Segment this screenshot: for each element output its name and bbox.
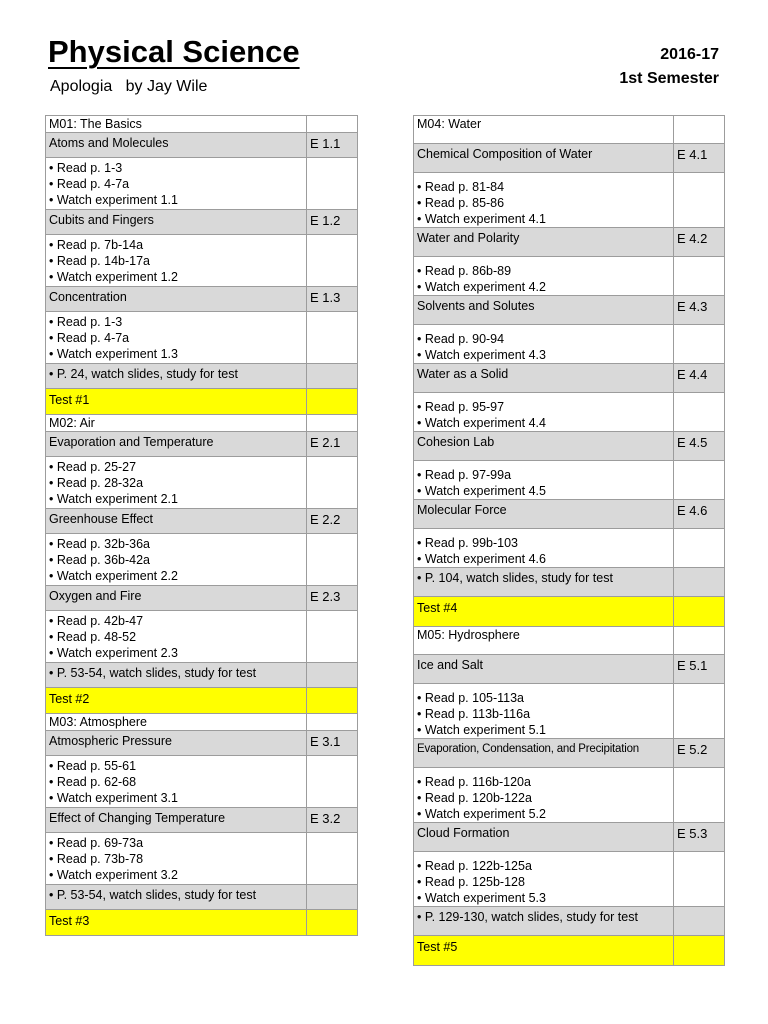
review-text: • P. 24, watch slides, study for test (49, 366, 303, 382)
schedule-row-tasks (414, 852, 725, 907)
task-list (46, 611, 307, 663)
schedule-row-tasks (414, 173, 725, 228)
schedule-row-tasks (414, 325, 725, 364)
task-list (46, 534, 307, 586)
topic-title: Cloud Formation (414, 823, 674, 852)
task-code-cell (307, 833, 358, 885)
topic-title: Effect of Changing Temperature (46, 808, 307, 833)
task-item: • Watch experiment 1.2 (49, 269, 303, 285)
schedule-row-test (414, 597, 725, 627)
review-task (414, 907, 674, 936)
schedule-row-module (414, 627, 725, 655)
review-code-cell (307, 885, 358, 910)
test-code-cell (307, 688, 358, 714)
topic-title: Evaporation and Temperature (46, 432, 307, 457)
schedule-row-tasks (46, 756, 358, 808)
task-code-cell (674, 173, 725, 228)
schedule-row-tasks (414, 768, 725, 823)
task-list (414, 529, 674, 568)
task-item: • Watch experiment 2.3 (49, 645, 303, 661)
task-code-cell (307, 457, 358, 509)
task-item: • Watch experiment 4.1 (417, 211, 670, 227)
task-list (414, 257, 674, 296)
schedule-row-tasks (46, 457, 358, 509)
task-item: • Watch experiment 4.2 (417, 279, 670, 295)
schedule-row-module (46, 116, 358, 133)
schedule-row-topic (414, 228, 725, 257)
task-code-cell (674, 325, 725, 364)
schedule-row-review (414, 907, 725, 936)
task-item: • Watch experiment 4.5 (417, 483, 670, 499)
task-code-cell (307, 158, 358, 210)
schedule-row-topic (414, 144, 725, 173)
schedule-row-module (46, 714, 358, 731)
task-item: • Read p. 32b-36a (49, 536, 303, 552)
module-code-cell (307, 714, 358, 731)
test-title: Test #4 (414, 597, 674, 627)
schedule-row-tasks (46, 534, 358, 586)
task-item: • Watch experiment 5.3 (417, 890, 670, 906)
schedule-row-topic (46, 210, 358, 235)
task-item: • Read p. 4-7a (49, 176, 303, 192)
task-item: • Watch experiment 5.1 (417, 722, 670, 738)
experiment-code: E 5.1 (674, 655, 725, 684)
schedule-row-topic (46, 808, 358, 833)
module-code-cell (674, 116, 725, 144)
review-text: • P. 129-130, watch slides, study for test (417, 909, 670, 925)
topic-title: Ice and Salt (414, 655, 674, 684)
task-item: • Read p. 48-52 (49, 629, 303, 645)
schedule-row-review (46, 364, 358, 389)
topic-title: Evaporation, Condensation, and Precipitation (414, 739, 674, 768)
module-code-cell (674, 627, 725, 655)
review-text: • P. 53-54, watch slides, study for test (49, 665, 303, 681)
review-text: • P. 104, watch slides, study for test (417, 570, 670, 586)
schedule-row-module (46, 415, 358, 432)
task-item: • Read p. 73b-78 (49, 851, 303, 867)
experiment-code: E 2.3 (307, 586, 358, 611)
module-title: M02: Air (46, 415, 307, 432)
task-item: • Read p. 99b-103 (417, 535, 670, 551)
task-item: • Read p. 125b-128 (417, 874, 670, 890)
task-item: • Read p. 1-3 (49, 314, 303, 330)
task-item: • Read p. 122b-125a (417, 858, 670, 874)
topic-title: Molecular Force (414, 500, 674, 529)
topic-title: Concentration (46, 287, 307, 312)
page-subtitle: Apologia by Jay Wile (50, 78, 208, 95)
review-task (46, 364, 307, 389)
test-title: Test #1 (46, 389, 307, 415)
task-item: • Read p. 42b-47 (49, 613, 303, 629)
task-item: • Read p. 28-32a (49, 475, 303, 491)
review-code-cell (674, 907, 725, 936)
task-code-cell (674, 461, 725, 500)
schedule-row-test (46, 389, 358, 415)
schedule-row-tasks (414, 684, 725, 739)
schedule-row-topic (414, 739, 725, 768)
task-item: • Read p. 36b-42a (49, 552, 303, 568)
schedule-row-topic (46, 287, 358, 312)
task-list (46, 312, 307, 364)
task-item: • Read p. 116b-120a (417, 774, 670, 790)
experiment-code: E 4.3 (674, 296, 725, 325)
task-code-cell (307, 611, 358, 663)
task-list (46, 833, 307, 885)
task-code-cell (307, 534, 358, 586)
schedule-row-review (414, 568, 725, 597)
task-list (414, 173, 674, 228)
task-code-cell (307, 756, 358, 808)
topic-title: Cubits and Fingers (46, 210, 307, 235)
schedule-row-review (46, 663, 358, 688)
module-code-cell (307, 415, 358, 432)
task-item: • Read p. 95-97 (417, 399, 670, 415)
module-code-cell (307, 116, 358, 133)
task-code-cell (674, 852, 725, 907)
schedule-row-tasks (46, 611, 358, 663)
topic-title: Water as a Solid (414, 364, 674, 393)
schedule-row-test (46, 688, 358, 714)
review-task (46, 663, 307, 688)
schedule-row-topic (46, 731, 358, 756)
task-code-cell (674, 529, 725, 568)
schedule-row-topic (46, 432, 358, 457)
review-task (414, 568, 674, 597)
task-code-cell (674, 257, 725, 296)
test-code-cell (307, 389, 358, 415)
test-code-cell (674, 597, 725, 627)
experiment-code: E 1.2 (307, 210, 358, 235)
task-list (46, 457, 307, 509)
experiment-code: E 3.2 (307, 808, 358, 833)
schedule-row-topic (414, 500, 725, 529)
schedule-row-tasks (46, 833, 358, 885)
schedule-row-tasks (414, 529, 725, 568)
page-title: Physical Science (48, 34, 300, 69)
task-item: • Watch experiment 4.4 (417, 415, 670, 431)
schedule-row-topic (414, 823, 725, 852)
topic-title: Atoms and Molecules (46, 133, 307, 158)
experiment-code: E 4.1 (674, 144, 725, 173)
schedule-row-topic (46, 586, 358, 611)
topic-title: Chemical Composition of Water (414, 144, 674, 173)
task-item: • Read p. 55-61 (49, 758, 303, 774)
task-item: • Read p. 120b-122a (417, 790, 670, 806)
task-item: • Read p. 90-94 (417, 331, 670, 347)
task-code-cell (307, 312, 358, 364)
module-title: M04: Water (414, 116, 674, 144)
task-item: • Read p. 25-27 (49, 459, 303, 475)
task-list (414, 461, 674, 500)
schedule-row-review (46, 885, 358, 910)
task-item: • Watch experiment 1.3 (49, 346, 303, 362)
schedule-row-tasks (414, 257, 725, 296)
task-item: • Watch experiment 3.1 (49, 790, 303, 806)
school-year: 2016-17 (660, 46, 719, 63)
module-title: M05: Hydrosphere (414, 627, 674, 655)
experiment-code: E 4.2 (674, 228, 725, 257)
task-code-cell (307, 235, 358, 287)
schedule-row-topic (46, 509, 358, 534)
experiment-code: E 3.1 (307, 731, 358, 756)
topic-title: Greenhouse Effect (46, 509, 307, 534)
task-item: • Read p. 85-86 (417, 195, 670, 211)
task-item: • Watch experiment 4.6 (417, 551, 670, 567)
test-code-cell (307, 910, 358, 936)
semester-label: 1st Semester (619, 70, 719, 87)
topic-title: Atmospheric Pressure (46, 731, 307, 756)
task-item: • Watch experiment 2.2 (49, 568, 303, 584)
experiment-code: E 5.3 (674, 823, 725, 852)
schedule-row-tasks (414, 393, 725, 432)
task-list (414, 393, 674, 432)
task-item: • Read p. 14b-17a (49, 253, 303, 269)
experiment-code: E 4.6 (674, 500, 725, 529)
experiment-code: E 1.3 (307, 287, 358, 312)
schedule-row-topic (414, 296, 725, 325)
task-code-cell (674, 684, 725, 739)
review-code-cell (307, 663, 358, 688)
task-item: • Read p. 86b-89 (417, 263, 670, 279)
task-item: • Watch experiment 3.2 (49, 867, 303, 883)
task-list (414, 684, 674, 739)
task-list (46, 158, 307, 210)
topic-title: Water and Polarity (414, 228, 674, 257)
schedule-table-right (413, 115, 725, 966)
task-item: • Read p. 7b-14a (49, 237, 303, 253)
experiment-code: E 2.2 (307, 509, 358, 534)
task-item: • Read p. 1-3 (49, 160, 303, 176)
task-list (46, 235, 307, 287)
schedule-row-tasks (46, 158, 358, 210)
test-title: Test #5 (414, 936, 674, 966)
task-item: • Read p. 97-99a (417, 467, 670, 483)
topic-title: Cohesion Lab (414, 432, 674, 461)
task-list (414, 852, 674, 907)
task-item: • Read p. 81-84 (417, 179, 670, 195)
experiment-code: E 5.2 (674, 739, 725, 768)
review-task (46, 885, 307, 910)
schedule-row-topic (46, 133, 358, 158)
topic-title: Solvents and Solutes (414, 296, 674, 325)
task-item: • Read p. 62-68 (49, 774, 303, 790)
experiment-code: E 2.1 (307, 432, 358, 457)
task-item: • Watch experiment 2.1 (49, 491, 303, 507)
task-list (414, 768, 674, 823)
task-list (414, 325, 674, 364)
test-code-cell (674, 936, 725, 966)
task-code-cell (674, 768, 725, 823)
review-text: • P. 53-54, watch slides, study for test (49, 887, 303, 903)
schedule-row-test (46, 910, 358, 936)
review-code-cell (674, 568, 725, 597)
topic-title: Oxygen and Fire (46, 586, 307, 611)
module-title: M03: Atmosphere (46, 714, 307, 731)
experiment-code: E 4.4 (674, 364, 725, 393)
task-code-cell (674, 393, 725, 432)
schedule-row-module (414, 116, 725, 144)
schedule-row-tasks (414, 461, 725, 500)
task-item: • Read p. 69-73a (49, 835, 303, 851)
schedule-table-left (45, 115, 358, 936)
review-code-cell (307, 364, 358, 389)
task-item: • Read p. 4-7a (49, 330, 303, 346)
experiment-code: E 4.5 (674, 432, 725, 461)
schedule-row-tasks (46, 312, 358, 364)
task-list (46, 756, 307, 808)
task-item: • Read p. 105-113a (417, 690, 670, 706)
schedule-row-topic (414, 364, 725, 393)
experiment-code: E 1.1 (307, 133, 358, 158)
module-title: M01: The Basics (46, 116, 307, 133)
test-title: Test #2 (46, 688, 307, 714)
schedule-row-topic (414, 432, 725, 461)
schedule-row-tasks (46, 235, 358, 287)
schedule-row-test (414, 936, 725, 966)
task-item: • Read p. 113b-116a (417, 706, 670, 722)
test-title: Test #3 (46, 910, 307, 936)
task-item: • Watch experiment 5.2 (417, 806, 670, 822)
schedule-row-topic (414, 655, 725, 684)
task-item: • Watch experiment 4.3 (417, 347, 670, 363)
task-item: • Watch experiment 1.1 (49, 192, 303, 208)
